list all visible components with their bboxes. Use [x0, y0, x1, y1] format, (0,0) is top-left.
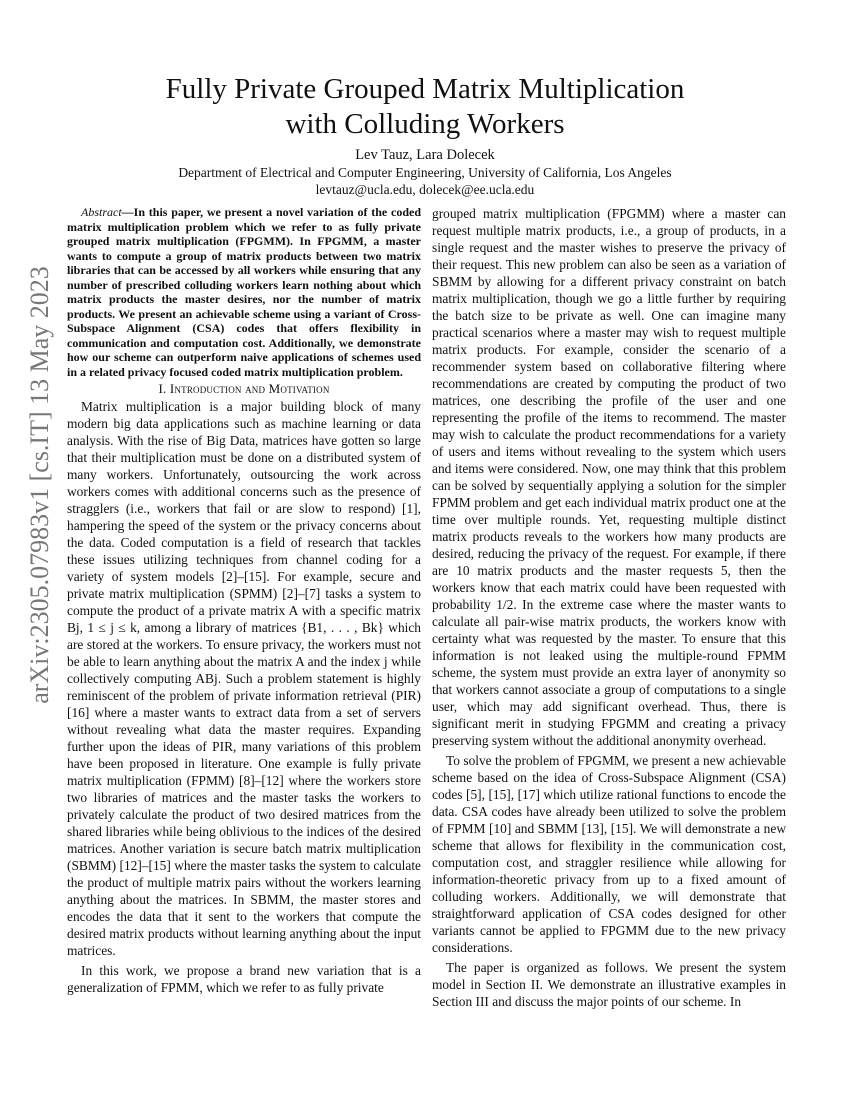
title-line-1: Fully Private Grouped Matrix Multiplication: [165, 73, 685, 105]
left-column: [67, 205, 421, 996]
intro-paragraph-2-continued: grouped matrix multiplication (FPGMM) where a master can request multiple matrix products, i.e., a group of products, in a single request and the master wishes to preserve the privacy of their request. This new problem can also be seen as a variation of SBMM by allowing for a different privacy constraint on batch matrix multiplication, though we go a little further by requiring the batch size to be private as well. One can imagine many practical scenarios where a master may wish to request multiple matrix products. For example, consider the scenario of a recommender system based on collaborative filtering where recommendations are created by computing the product of two matrices, one describing the profile of the user and one representing the profile of the items to recommend. The master may wish to calculate the product recommendations for a variety of users and items without revealing to the system which users and items were considered. Now, one may think that this problem can be solved by sequentially applying a solution for the simpler FPMM problem and get each individual matrix product one at the time over multiple rounds. Yet, requesting multiple distinct matrix products reveals to the workers how many products are desired, reducing the privacy of the request. For example, if there are 10 matrix products and the master requests 5, then the workers know that each matrix could have been requested with probability 1/2. In the extreme case where the master wants to calculate all pair-wise matrix products, the workers know with certainty what was requested by the master. To ensure that this information is not leaked using the multiple-round FPMM scheme, the system must provide an extra layer of anonymity so that workers cannot associate a group of computations to a single user, which may add significant overhead. Thus, there is significant merit in studying FPGMM and creating a privacy preserving system without the additional anonymity overhead.: [432, 206, 786, 748]
section-number: I.: [158, 381, 167, 396]
section-title: Introduction and Motivation: [169, 381, 330, 396]
intro-paragraph-4: The paper is organized as follows. We present the system model in Section II. We demonstrate an illustrative examples in Section III and discuss the major points of our scheme. In: [432, 960, 786, 1009]
intro-paragraph-3: To solve the problem of FPGMM, we present a new achievable scheme based on the idea of Cross-Subspace Alignment (CSA) codes [5], [15], [17] which utilize rational functions to encode the data. CSA codes have already been utilized to solve the problem of FPMM [10] and SBMM [13], [15]. We will demonstrate a new scheme that allows for flexibility in the communication cost, computation cost, and straggler resilience while allowing for information-theoretic privacy from up to a fixed amount of colluding workers. Additionally, we will demonstrate that straightforward application of CSA codes designed for other variants cannot be applied to FPGMM due to the new privacy considerations.: [432, 753, 786, 955]
intro-paragraph-1: Matrix multiplication is a major building block of many modern big data applications such as machine learning or data analysis. With the rise of Big Data, matrices have gotten so large that their multiplication must be done on a distributed system of many workers. Unfortunately, outsourcing the work across workers comes with additional concerns such as the presence of stragglers (i.e., workers that fail or are slow to respond) [1], hampering the speed of the system or the privacy concerns about the data. Coded computation is a field of research that tackles these issues utilizing techniques from channel coding for a variety of system models [2]–[15]. For example, secure and private matrix multiplication (SPMM) [2]–[7] tasks a system to compute the product of a private matrix A with a specific matrix Bj, 1 ≤ j ≤ k, among a library of matrices {B1, . . . , Bk} which are stored at the workers. To ensure privacy, the workers must not be able to learn anything about the matrix A and the index j while collectively computing ABj. Such a problem statement is highly reminiscent of the problem of private information retrieval (PIR) [16] where a master wants to extract data from a set of servers without revealing what data the master requires. Expanding further upon the ideas of PIR, many variations of this problem have been proposed in literature. One example is fully private matrix multiplication (FPMM) [8]–[12] where the workers store two libraries of matrices and the master tasks the workers to privately calculate the product of two desired matrices from the shared libraries while being oblivious to the indices of the desired matrices. Another variation is secure batch matrix multiplication (SBMM) [12]–[15] where the master tasks the system to calculate the product of multiple matrix pairs without the workers learning anything about the matrices. In SBMM, the master stores and encodes the data that it sent to the workers that compute the desired matrix products without learning anything about the input matrices.: [67, 399, 421, 958]
abstract: [67, 205, 421, 379]
section-heading: [67, 380, 421, 397]
intro-paragraph-2: In this work, we propose a brand new variation that is a generalization of FPMM, which we refer to as fully private: [67, 963, 421, 995]
arxiv-identifier: arXiv:2305.07983v1 [cs.IT] 13 May 2023: [25, 266, 54, 704]
author-emails: levtauz@ucla.edu, dolecek@ee.ucla.edu: [315, 182, 535, 197]
author-list: Lev Tauz, Lara Dolecek: [355, 147, 495, 163]
affiliation: Department of Electrical and Computer Engineering, University of California, Los Angeles: [178, 165, 672, 180]
title-line-2: with Colluding Workers: [285, 108, 565, 140]
abstract-text: —In this paper, we present a novel variation of the coded matrix multiplication problem which we refer to as fully private grouped matrix multiplication (FPGMM). In FPGMM, a master wants to compute a group of matrix products between two matrix libraries that can be accessed by all workers while ensuring that any number of prescribed colluding workers learn nothing about which matrix products the master desires, nor the number of matrix products. We present an achievable scheme using a variant of Cross-Subspace Alignment (CSA) codes that offers flexibility in communication and computation cost. Additionally, we demonstrate how our scheme can outperform naive applications of schemes used in a related privacy focused coded matrix multiplication problem.: [67, 205, 421, 379]
paper-title: [60, 72, 790, 142]
right-column: [432, 205, 786, 1010]
abstract-label: Abstract: [81, 205, 122, 219]
